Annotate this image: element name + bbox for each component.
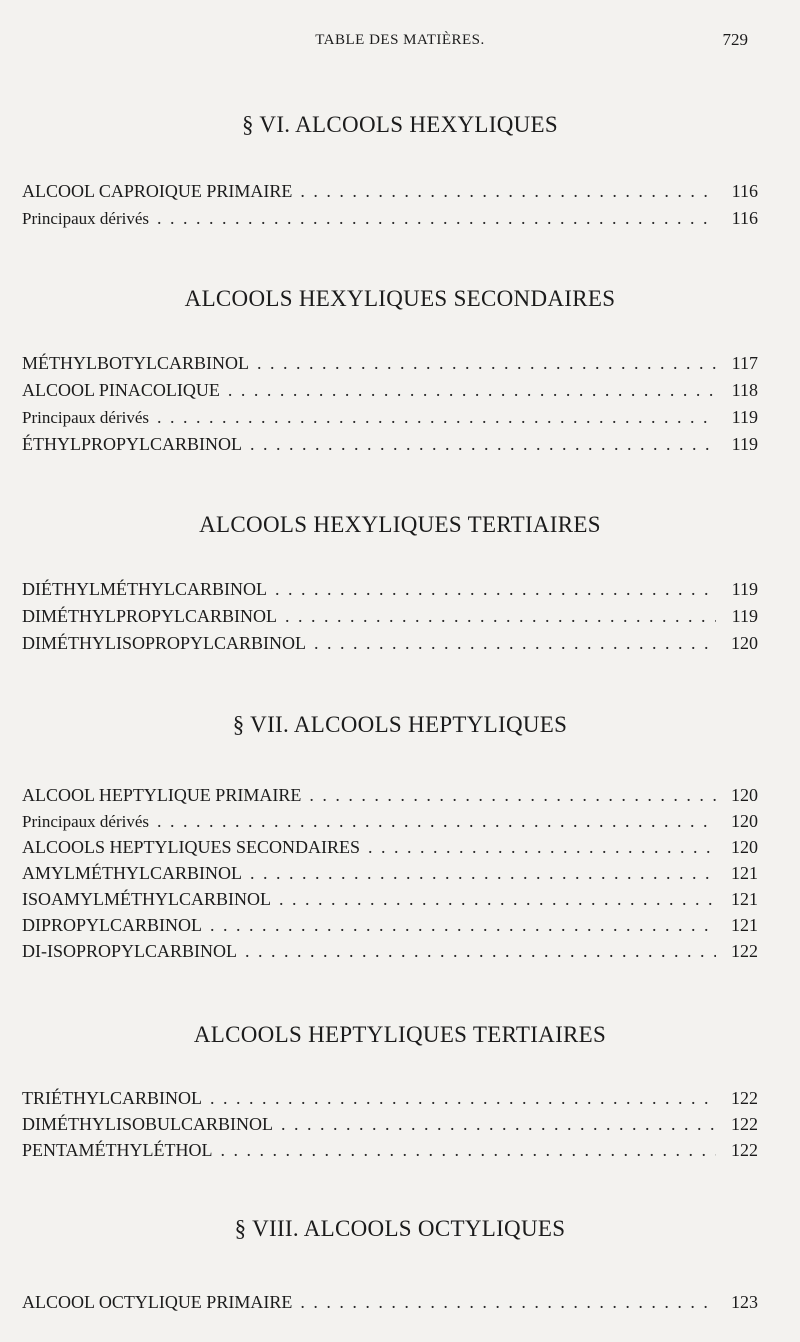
page-number: 729 <box>722 30 748 49</box>
toc-entry <box>22 1135 758 1161</box>
toc-entry <box>22 429 758 455</box>
toc-entry <box>22 375 758 401</box>
dot-leader <box>157 208 716 229</box>
toc-entry <box>22 858 758 884</box>
toc-entry-title: DIMÉTHYLISOBULCARBINOL <box>22 1114 273 1134</box>
dot-leader <box>285 606 716 627</box>
dot-leader <box>250 434 716 455</box>
dot-leader <box>210 1088 716 1109</box>
toc-entry-title: Principaux dérivés <box>22 209 149 228</box>
toc-entry-title: MÉTHYLBOTYLCARBINOL <box>22 353 249 373</box>
toc-entry-page: 119 <box>731 407 758 427</box>
toc-entry <box>22 910 758 936</box>
toc-entry-page: 120 <box>731 837 758 857</box>
section-title: § VII. ALCOOLS HEPTYLIQUES <box>232 712 568 737</box>
dot-leader <box>300 1292 716 1313</box>
toc-entry-title: ALCOOL OCTYLIQUE PRIMAIRE <box>22 1292 293 1312</box>
toc-entry-title: PENTAMÉTHYLÉTHOL <box>22 1140 213 1160</box>
toc-entry-title: DIPROPYLCARBINOL <box>22 915 203 935</box>
toc-entry-title: DIMÉTHYLISOPROPYLCARBINOL <box>22 633 307 653</box>
toc-entry-page: 117 <box>731 353 758 373</box>
toc-entry <box>22 574 758 600</box>
toc-entry <box>22 348 758 374</box>
dot-leader <box>221 1140 716 1161</box>
toc-entry <box>22 780 758 806</box>
toc-entry <box>22 628 758 654</box>
dot-leader <box>250 863 716 884</box>
toc-entry <box>22 884 758 910</box>
toc-entry <box>22 402 758 428</box>
section-title: § VIII. ALCOOLS OCTYLIQUES <box>234 1216 566 1241</box>
toc-entry <box>22 176 758 202</box>
toc-entry-title: TRIÉTHYLCARBINOL <box>22 1088 202 1108</box>
toc-entry-title: Principaux dérivés <box>22 408 149 427</box>
toc-entry-title: DIÉTHYLMÉTHYLCARBINOL <box>22 579 267 599</box>
toc-entry-page: 121 <box>731 915 758 935</box>
toc-entry-page: 121 <box>731 889 758 909</box>
toc-entry-page: 120 <box>731 811 758 831</box>
dot-leader <box>368 837 716 858</box>
toc-entry-page: 116 <box>731 208 758 228</box>
toc-entry-title: ÉTHYLPROPYLCARBINOL <box>22 434 243 454</box>
section-title: ALCOOLS HEPTYLIQUES TERTIAIRES <box>193 1022 607 1047</box>
dot-leader <box>157 407 716 428</box>
dot-leader <box>275 579 716 600</box>
dot-leader <box>300 181 716 202</box>
section-title: § VI. ALCOOLS HEXYLIQUES <box>242 112 558 137</box>
toc-entry-page: 119 <box>731 579 758 599</box>
toc-entry <box>22 203 758 229</box>
toc-entry-title: DI-ISOPROPYLCARBINOL <box>22 941 238 961</box>
toc-entry <box>22 936 758 962</box>
toc-entry-page: 122 <box>731 1088 758 1108</box>
toc-entry-title: ISOAMYLMÉTHYLCARBINOL <box>22 889 271 909</box>
dot-leader <box>157 811 716 832</box>
running-title: TABLE DES MATIÈRES. <box>315 32 485 48</box>
toc-entry-title: Principaux dérivés <box>22 812 149 831</box>
toc-entry <box>22 1287 758 1313</box>
toc-entry-page: 122 <box>731 941 758 961</box>
toc-entry-title: ALCOOL PINACOLIQUE <box>22 380 220 400</box>
toc-entry <box>22 1083 758 1109</box>
toc-entry-page: 119 <box>731 606 758 626</box>
toc-entry-title: ALCOOL CAPROIQUE PRIMAIRE <box>22 181 293 201</box>
toc-entry-title: ALCOOLS HEPTYLIQUES SECONDAIRES <box>22 837 361 857</box>
toc-entry-page: 121 <box>731 863 758 883</box>
dot-leader <box>314 633 716 654</box>
dot-leader <box>279 889 716 910</box>
toc-entry <box>22 832 758 858</box>
dot-leader <box>245 941 716 962</box>
dot-leader <box>309 785 716 806</box>
toc-entry-page: 122 <box>731 1114 758 1134</box>
toc-entry <box>22 601 758 627</box>
toc-entry-page: 123 <box>731 1292 758 1312</box>
toc-entry <box>22 806 758 832</box>
toc-entry-title: DIMÉTHYLPROPYLCARBINOL <box>22 606 278 626</box>
toc-entry-title: ALCOOL HEPTYLIQUE PRIMAIRE <box>22 785 302 805</box>
toc-entry-title: AMYLMÉTHYLCARBINOL <box>22 863 242 883</box>
dot-leader <box>210 915 716 936</box>
toc-entry-page: 120 <box>731 633 758 653</box>
section-title: ALCOOLS HEXYLIQUES TERTIAIRES <box>199 512 601 537</box>
toc-entry-page: 122 <box>731 1140 758 1160</box>
dot-leader <box>281 1114 716 1135</box>
toc-entry-page: 116 <box>731 181 758 201</box>
toc-entry <box>22 1109 758 1135</box>
toc-entry-page: 119 <box>731 434 758 454</box>
toc-entry-page: 120 <box>731 785 758 805</box>
toc-entry-page: 118 <box>731 380 758 400</box>
dot-leader <box>228 380 716 401</box>
dot-leader <box>257 353 716 374</box>
running-head <box>0 30 800 54</box>
section-title: ALCOOLS HEXYLIQUES SECONDAIRES <box>184 286 616 311</box>
